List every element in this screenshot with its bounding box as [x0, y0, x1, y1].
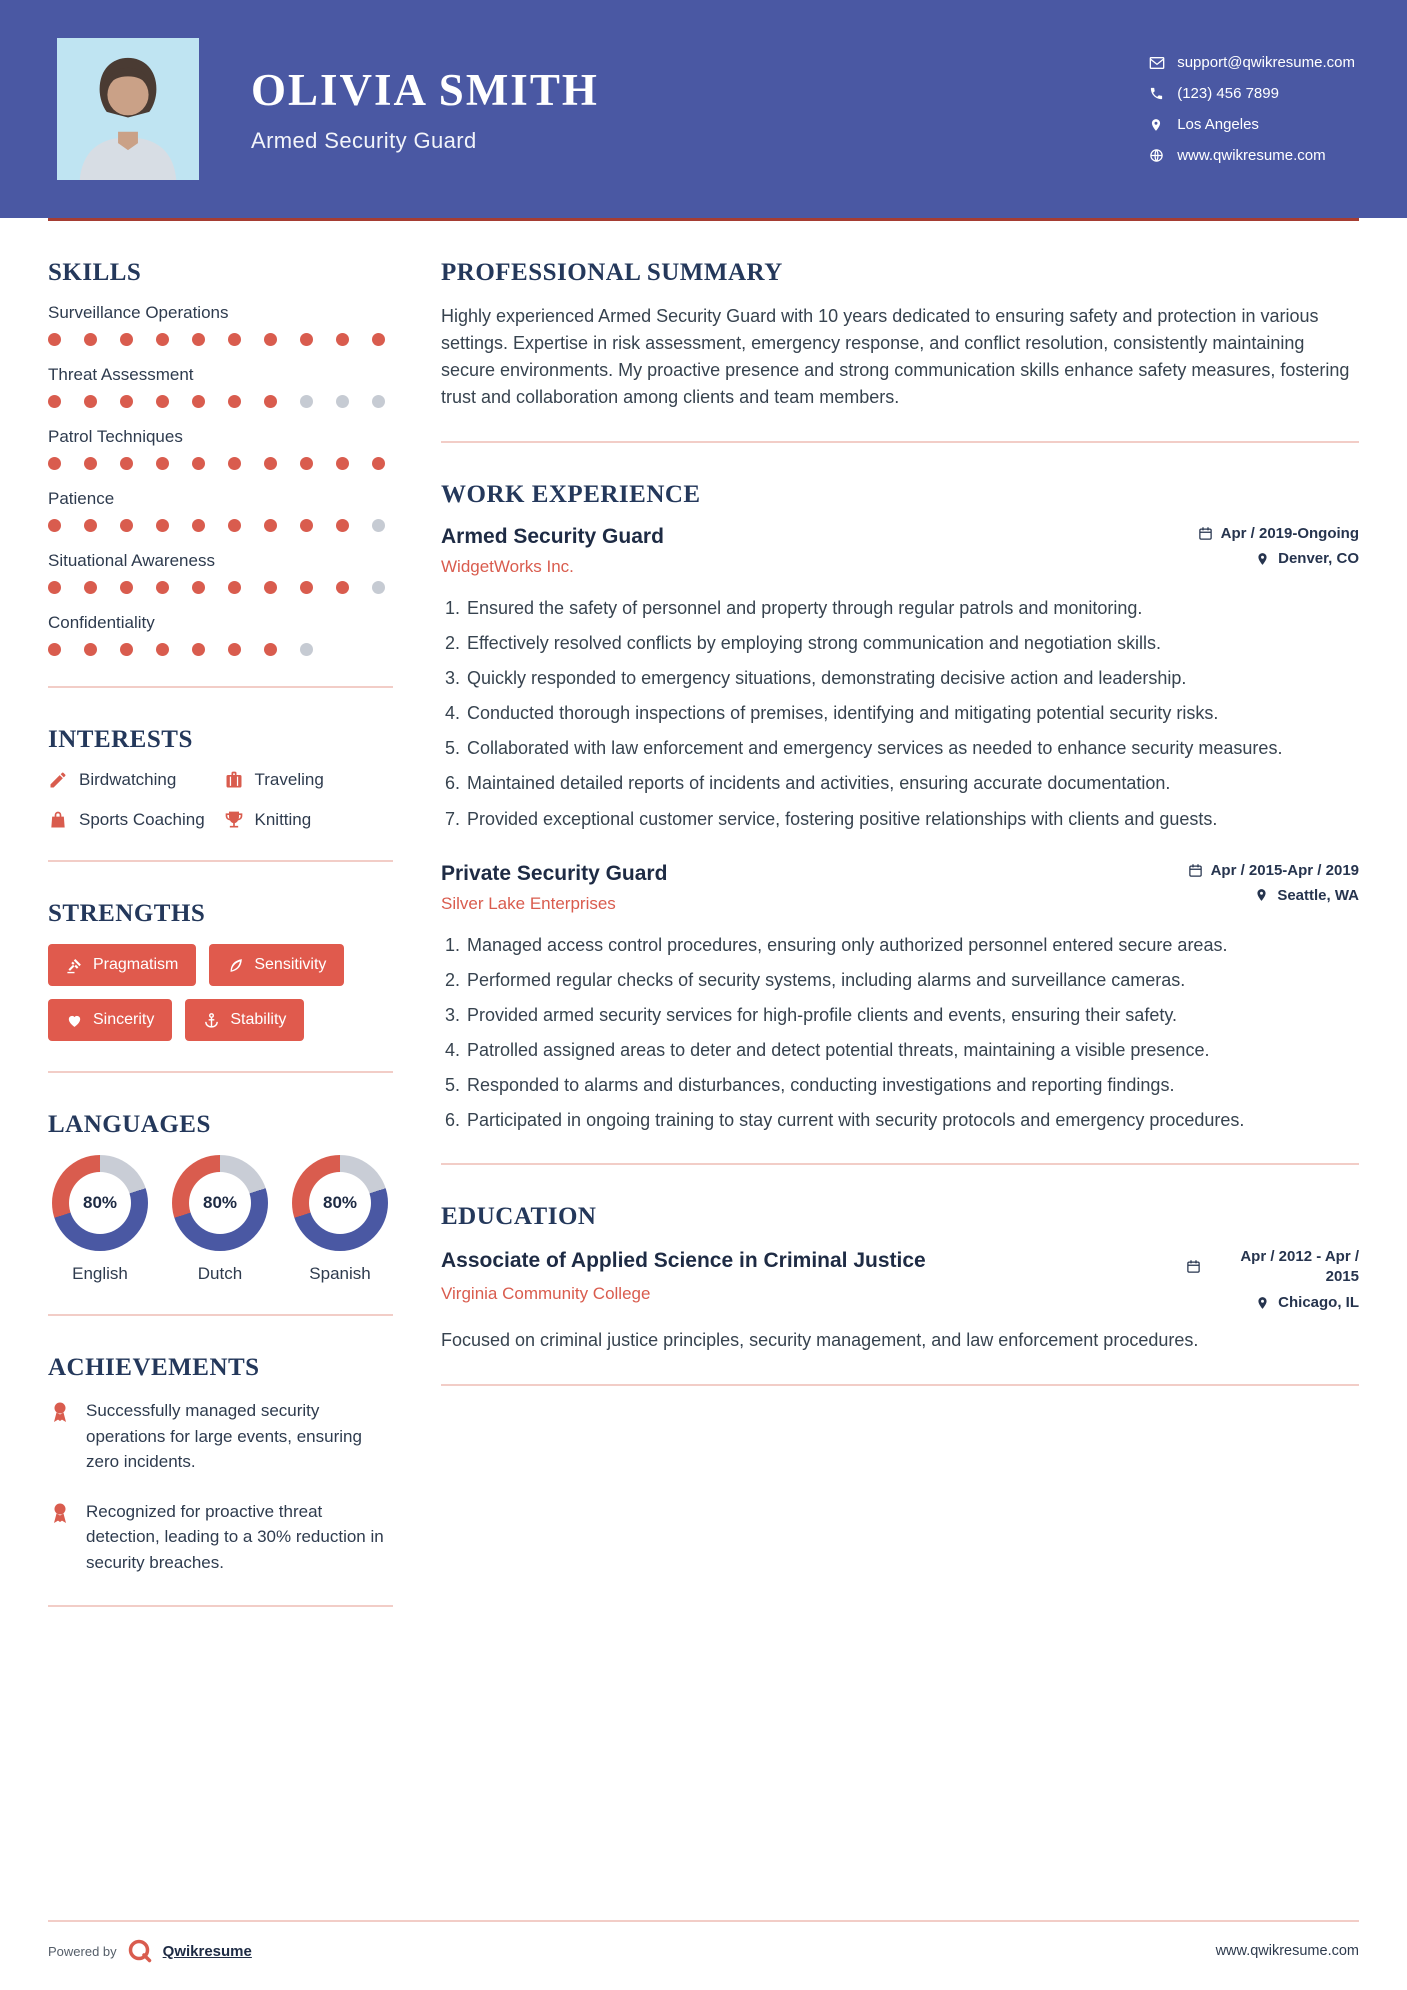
strength-chip — [185, 999, 304, 1041]
skill-dot — [120, 457, 133, 470]
language-item — [48, 1155, 152, 1284]
job-bullet: 6. Maintained detailed reports of incidents and activities, ensuring accurate documentation. — [465, 770, 1359, 796]
profile-photo — [57, 38, 199, 180]
powered-by-label: Powered by — [48, 1943, 117, 1959]
person-name: OLIVIA SMITH — [251, 65, 599, 115]
job-company: Silver Lake Enterprises — [441, 893, 616, 913]
gavel-icon — [66, 957, 83, 974]
skill-dot — [336, 395, 349, 408]
strength-label: Pragmatism — [93, 956, 179, 973]
skill-dot — [192, 581, 205, 594]
skill-dot — [336, 457, 349, 470]
award-ribbon-icon — [48, 1400, 72, 1424]
contact-phone-text: (123) 456 7899 — [1177, 85, 1279, 102]
skill-dot — [48, 457, 61, 470]
skill-rating — [48, 333, 393, 346]
education-entry — [441, 1247, 1359, 1311]
experience-heading: WORK EXPERIENCE — [441, 481, 701, 508]
calendar-icon — [1188, 863, 1203, 878]
contact-location[interactable] — [1149, 116, 1355, 133]
languages-heading: LANGUAGES — [48, 1111, 211, 1138]
calendar-icon — [1186, 1259, 1201, 1274]
skill-item — [48, 427, 393, 470]
strengths-list — [48, 944, 393, 1041]
skill-dot — [300, 457, 313, 470]
job-location — [1188, 887, 1359, 904]
achievement-text: Recognized for proactive threat detection, leading to a 30% reduction in security breaches. — [86, 1501, 384, 1572]
pin-icon — [1255, 552, 1270, 566]
section-divider — [441, 1163, 1359, 1165]
skill-dot — [48, 581, 61, 594]
location-icon — [1149, 117, 1165, 133]
pin-icon — [1255, 1296, 1270, 1310]
skill-dot — [48, 519, 61, 532]
job-bullet: 4. Conducted thorough inspections of premises, identifying and mitigating potential security risks. — [465, 700, 1359, 726]
job-entry — [441, 862, 1359, 1134]
skill-dot — [300, 643, 313, 656]
job-bullet: 1. Ensured the safety of personnel and property through regular patrols and monitoring. — [465, 595, 1359, 621]
job-dates-text: Apr / 2015-Apr / 2019 — [1210, 861, 1359, 879]
skill-dot — [156, 519, 169, 532]
skill-dot — [84, 333, 97, 346]
degree-title: Associate of Applied Science in Criminal Justice — [441, 1249, 926, 1273]
skill-dot — [192, 643, 205, 656]
achievement-text: Successfully managed security operations for large events, ensuring zero incidents. — [86, 1401, 362, 1471]
interest-label: Sports Coaching — [79, 810, 205, 829]
job-bullet-list — [441, 932, 1359, 1134]
interest-label: Knitting — [254, 810, 312, 829]
skills-heading: SKILLS — [48, 259, 142, 286]
skill-dot — [336, 519, 349, 532]
header — [0, 0, 1407, 218]
email-icon — [1149, 55, 1165, 71]
portrait-illustration — [57, 38, 199, 180]
leaf-icon — [227, 957, 244, 974]
job-title: Private Security Guard — [441, 861, 668, 885]
skill-dot — [84, 395, 97, 408]
strengths-heading: STRENGTHS — [48, 900, 206, 927]
section-divider — [441, 1384, 1359, 1386]
language-donut-chart — [172, 1155, 268, 1251]
skill-dot — [300, 395, 313, 408]
skill-dot — [228, 519, 241, 532]
skill-dot — [228, 581, 241, 594]
skill-dot — [156, 457, 169, 470]
skill-item — [48, 551, 393, 594]
language-item — [288, 1155, 392, 1284]
skill-dot — [48, 333, 61, 346]
footer-divider — [48, 1920, 1359, 1922]
footer — [0, 1904, 1407, 1990]
job-dates — [1188, 862, 1359, 879]
interest-item — [224, 770, 394, 790]
skill-dot — [228, 333, 241, 346]
skill-dot — [84, 457, 97, 470]
education-location-text: Chicago, IL — [1278, 1294, 1359, 1312]
language-percent: 80% — [189, 1172, 251, 1234]
job-bullet: 1. Managed access control procedures, ensuring only authorized personnel entered secure areas. — [465, 932, 1359, 958]
section-divider — [48, 1314, 393, 1316]
language-label: English — [72, 1264, 128, 1283]
skill-dot — [336, 333, 349, 346]
skill-dot — [300, 581, 313, 594]
skill-dot — [264, 581, 277, 594]
skill-dot — [372, 457, 385, 470]
languages-list — [48, 1155, 393, 1284]
skill-dot — [300, 519, 313, 532]
skill-dot — [336, 581, 349, 594]
job-bullet: 5. Responded to alarms and disturbances, conducting investigations and reporting findings. — [465, 1072, 1359, 1098]
interests-grid — [48, 770, 393, 830]
interest-label: Birdwatching — [79, 770, 177, 789]
heart-icon — [66, 1012, 83, 1029]
anchor-icon — [203, 1012, 220, 1029]
skill-dot — [228, 457, 241, 470]
education-dates — [1186, 1247, 1359, 1286]
language-percent: 80% — [309, 1172, 371, 1234]
contact-email[interactable] — [1149, 54, 1355, 71]
pin-icon — [1254, 888, 1269, 902]
job-bullet: 4. Patrolled assigned areas to deter and detect potential threats, maintaining a visible presence. — [465, 1037, 1359, 1063]
language-label: Spanish — [309, 1264, 371, 1283]
skill-dot — [372, 333, 385, 346]
phone-icon — [1149, 86, 1165, 102]
skill-dot — [264, 643, 277, 656]
skill-item — [48, 613, 393, 656]
skill-dot — [264, 395, 277, 408]
contact-website-text: www.qwikresume.com — [1177, 147, 1326, 164]
interest-item — [48, 770, 218, 790]
summary-heading: PROFESSIONAL SUMMARY — [441, 259, 783, 286]
section-divider — [48, 1071, 393, 1073]
contact-email-text: support@qwikresume.com — [1177, 54, 1355, 71]
interest-item — [48, 810, 218, 830]
skill-dot — [192, 395, 205, 408]
skill-dot — [120, 581, 133, 594]
skill-dot — [228, 395, 241, 408]
skill-dot — [48, 395, 61, 408]
award-ribbon-icon — [48, 1501, 72, 1525]
job-bullet-list — [441, 595, 1359, 832]
education-heading: EDUCATION — [441, 1203, 597, 1231]
skill-dot — [300, 333, 313, 346]
achievement-item — [48, 1499, 393, 1576]
skill-rating — [48, 395, 393, 408]
job-dates — [1198, 525, 1359, 542]
qwikresume-logo-icon — [127, 1938, 153, 1964]
pencil-icon — [48, 770, 68, 790]
contact-location-text: Los Angeles — [1177, 116, 1259, 133]
job-title: Armed Security Guard — [441, 525, 664, 548]
job-bullet: 2. Performed regular checks of security systems, including alarms and surveillance cameras. — [465, 967, 1359, 993]
skill-dot — [264, 457, 277, 470]
skill-dot — [372, 581, 385, 594]
skill-dot — [192, 333, 205, 346]
contact-list — [1149, 54, 1355, 164]
section-divider — [48, 686, 393, 688]
skill-dot — [84, 519, 97, 532]
trophy-icon — [224, 810, 244, 830]
skill-rating — [48, 457, 393, 470]
job-entry — [441, 525, 1359, 832]
language-donut-chart — [292, 1155, 388, 1251]
skill-dot — [156, 581, 169, 594]
skill-rating — [48, 581, 393, 594]
education-dates-text: Apr / 2012 - Apr / 2015 — [1240, 1248, 1359, 1285]
education-description: Focused on criminal justice principles, security management, and law enforcement procedures. — [441, 1330, 1199, 1351]
skill-dot — [264, 333, 277, 346]
job-dates-text: Apr / 2019-Ongoing — [1220, 525, 1359, 542]
interest-item — [224, 810, 394, 830]
language-item — [168, 1155, 272, 1284]
skill-dot — [156, 643, 169, 656]
job-bullet: 2. Effectively resolved conflicts by employing strong communication and negotiation skills. — [465, 630, 1359, 656]
education-location — [1186, 1294, 1359, 1311]
job-bullet: 5. Collaborated with law enforcement and emergency services as needed to enhance security measures. — [465, 735, 1359, 761]
skill-dot — [192, 519, 205, 532]
bag-icon — [48, 810, 68, 830]
job-bullet: 3. Quickly responded to emergency situations, demonstrating decisive action and leadership. — [465, 665, 1359, 691]
interests-heading: INTERESTS — [48, 726, 193, 753]
skill-dot — [264, 519, 277, 532]
skill-dot — [48, 643, 61, 656]
globe-icon — [1149, 148, 1165, 164]
skill-dot — [228, 643, 241, 656]
person-title: Armed Security Guard — [251, 128, 477, 153]
skill-rating — [48, 519, 393, 532]
job-location — [1198, 550, 1359, 567]
skill-dot — [120, 643, 133, 656]
skill-name: Threat Assessment — [48, 365, 194, 384]
job-location-text: Denver, CO — [1278, 550, 1359, 567]
section-divider — [48, 860, 393, 862]
skill-name: Patrol Techniques — [48, 427, 183, 446]
job-bullet: 6. Participated in ongoing training to stay current with security protocols and emergency procedures. — [465, 1107, 1359, 1133]
skill-item — [48, 365, 393, 408]
footer-website-link[interactable]: www.qwikresume.com — [1215, 1943, 1359, 1959]
achievement-item — [48, 1398, 393, 1475]
interest-label: Traveling — [254, 770, 324, 789]
skill-name: Situational Awareness — [48, 551, 215, 570]
skill-dot — [120, 519, 133, 532]
job-bullet: 3. Provided armed security services for high-profile clients and events, ensuring their safety. — [465, 1002, 1359, 1028]
skill-dot — [372, 519, 385, 532]
skill-name: Surveillance Operations — [48, 303, 229, 322]
skill-rating — [48, 643, 393, 656]
skill-dot — [156, 395, 169, 408]
skill-dot — [120, 395, 133, 408]
strength-chip — [209, 944, 344, 986]
skill-item — [48, 489, 393, 532]
strength-label: Stability — [230, 1011, 287, 1028]
section-divider — [441, 441, 1359, 443]
job-bullet: 7. Provided exceptional customer service, fostering positive relationships with clients and guests. — [465, 806, 1359, 832]
strength-chip — [48, 944, 196, 986]
skill-name: Confidentiality — [48, 613, 155, 632]
section-divider — [48, 1605, 393, 1607]
contact-website[interactable] — [1149, 147, 1355, 164]
qwikresume-brand-link[interactable]: Qwikresume — [162, 1942, 252, 1960]
achievements-heading: ACHIEVEMENTS — [48, 1354, 260, 1381]
skill-dot — [372, 395, 385, 408]
contact-phone[interactable] — [1149, 85, 1355, 102]
skill-item — [48, 303, 393, 346]
language-label: Dutch — [197, 1264, 243, 1283]
skill-dot — [120, 333, 133, 346]
skill-dot — [156, 333, 169, 346]
strength-label: Sensitivity — [254, 956, 327, 973]
skill-dot — [84, 581, 97, 594]
job-company: WidgetWorks Inc. — [441, 557, 574, 576]
right-column — [441, 221, 1359, 1607]
skill-dot — [84, 643, 97, 656]
suitcase-icon — [224, 770, 244, 790]
skill-dot — [192, 457, 205, 470]
summary-text: Highly experienced Armed Security Guard with 10 years dedicated to ensuring safety and protection in various settings. Expertise in risk assessment, emergency response, and conflict resolution, consistently maintaining secure environments. My proactive presence and strong communication skills enhance safety measures, fostering trust and collaboration among clients and team members. — [441, 306, 1350, 407]
language-percent: 80% — [69, 1172, 131, 1234]
skill-name: Patience — [48, 489, 115, 508]
strength-chip — [48, 999, 172, 1041]
school-name: Virginia Community College — [441, 1283, 651, 1303]
calendar-icon — [1198, 526, 1213, 541]
left-column — [48, 221, 393, 1607]
language-donut-chart — [52, 1155, 148, 1251]
strength-label: Sincerity — [93, 1011, 155, 1028]
job-location-text: Seattle, WA — [1277, 886, 1359, 904]
